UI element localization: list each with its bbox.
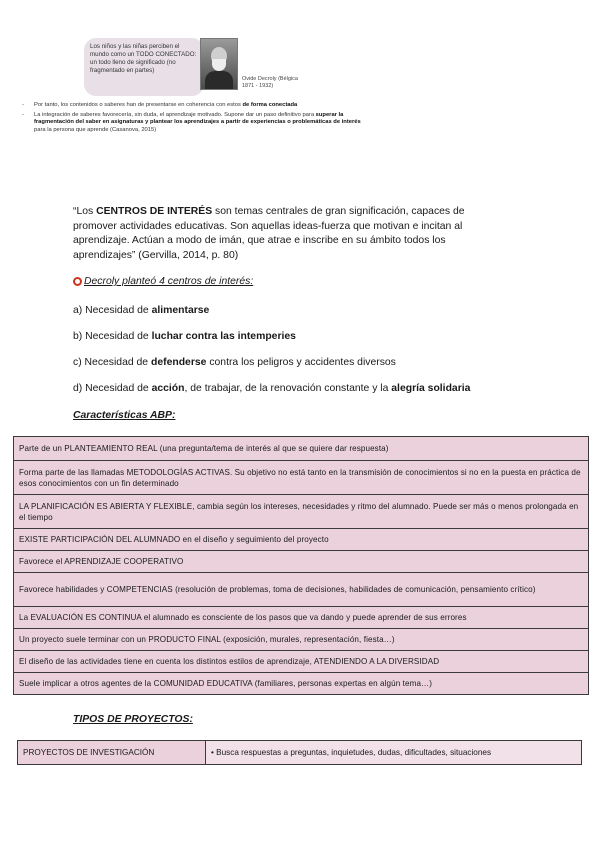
table-row bbox=[14, 629, 589, 651]
table-row bbox=[14, 551, 589, 573]
table-cell: Suele implicar a otros agentes de la COMUNIDAD EDUCATIVA (familiares, personas expertas en algún tema…) bbox=[14, 673, 589, 695]
red-ring-icon bbox=[73, 277, 82, 286]
table-row bbox=[14, 651, 589, 673]
intro-bullet: - Por tanto, los contenidos o saberes han de presentarse en coherencia con estos de forma conectada bbox=[22, 102, 362, 110]
portrait-caption-name: Ovide Decroly (Bélgica bbox=[242, 76, 298, 82]
need-item: b) Necesidad de luchar contra las intemperies bbox=[73, 331, 296, 342]
speech-bubble-text: Los niños y las niñas perciben el mundo como un TODO CONECTADO: un todo lleno de significado (no fragmentado en partes) bbox=[90, 43, 197, 74]
centros-interes-quote: “Los CENTROS DE INTERÉS son temas centrales de gran significación, capaces de promover actividades educativas. Son aquellas ideas-fuerza que motivan e incitan al aprendizaje. Actúan a modo de imán, que atrae e inscribe en su ámbito todos los aprendizajes” (Gervilla, 2014, p. 80) bbox=[73, 206, 465, 261]
table-cell: La EVALUACIÓN ES CONTINUA el alumnado es consciente de los pasos que va dando y puede aprender de sus errores bbox=[14, 607, 589, 629]
table-row bbox=[14, 607, 589, 629]
table-cell: LA PLANIFICACIÓN ES ABIERTA Y FLEXIBLE, cambia según los intereses, necesidades y ritmo del alumnado. Puede ser más o menos prolongada en el tiempo bbox=[14, 495, 589, 529]
table-cell: Forma parte de las llamadas METODOLOGÍAS ACTIVAS. Su objetivo no está tanto en la transmisión de conocimientos si no en la puesta en práctica de esos conocimientos con un fin determinado bbox=[14, 461, 589, 495]
portrait-caption bbox=[242, 76, 298, 90]
need-item: a) Necesidad de alimentarse bbox=[73, 305, 210, 316]
table-cell: EXISTE PARTICIPACIÓN DEL ALUMNADO en el diseño y seguimiento del proyecto bbox=[14, 529, 589, 551]
need-item: c) Necesidad de defenderse contra los peligros y accidentes diversos bbox=[73, 357, 396, 368]
portrait-caption-years: 1871 - 1932) bbox=[242, 83, 274, 89]
intro-bullet: - La integración de saberes favorecería, sin duda, el aprendizaje motivado. Supone dar un paso definitivo para superar la fragmentación del saber en asignaturas y plantear los aprendizajes a partir de experiencias o problemáticas de interés para la persona que aprende (Casanova, 2015) bbox=[22, 112, 362, 135]
table-cell: PROYECTOS DE INVESTIGACIÓN bbox=[18, 741, 206, 765]
table-cell: Parte de un PLANTEAMIENTO REAL (una pregunta/tema de interés al que se quiere dar respuesta) bbox=[14, 437, 589, 461]
need-item: d) Necesidad de acción, de trabajar, de la renovación constante y la alegría solidaria bbox=[73, 383, 471, 394]
table-row bbox=[14, 437, 589, 461]
table-row bbox=[14, 495, 589, 529]
abp-title: Características ABP: bbox=[73, 410, 176, 421]
table-cell: Favorece el APRENDIZAJE COOPERATIVO bbox=[14, 551, 589, 573]
table-row bbox=[14, 529, 589, 551]
intro-bullets bbox=[22, 102, 362, 136]
speech-bubble bbox=[84, 38, 204, 96]
table-row bbox=[14, 673, 589, 695]
centers-title: Decroly planteó 4 centros de interés: bbox=[73, 276, 253, 287]
tipos-proyectos-table bbox=[17, 740, 582, 765]
tipos-title: TIPOS DE PROYECTOS: bbox=[73, 714, 193, 725]
table-row bbox=[14, 461, 589, 495]
table-cell: • Busca respuestas a preguntas, inquietudes, dudas, dificultades, situaciones bbox=[206, 741, 582, 765]
table-cell: Un proyecto suele terminar con un PRODUCTO FINAL (exposición, murales, representación, fiesta…) bbox=[14, 629, 589, 651]
decroly-portrait-image bbox=[200, 38, 238, 90]
table-row bbox=[18, 741, 582, 765]
abp-characteristics-table bbox=[13, 436, 589, 695]
table-row bbox=[14, 573, 589, 607]
table-cell: Favorece habilidades y COMPETENCIAS (resolución de problemas, toma de decisiones, habilidades de comunicación, pensamiento crítico) bbox=[14, 573, 589, 607]
table-cell: El diseño de las actividades tiene en cuenta los distintos estilos de aprendizaje, ATENDIENDO A LA DIVERSIDAD bbox=[14, 651, 589, 673]
